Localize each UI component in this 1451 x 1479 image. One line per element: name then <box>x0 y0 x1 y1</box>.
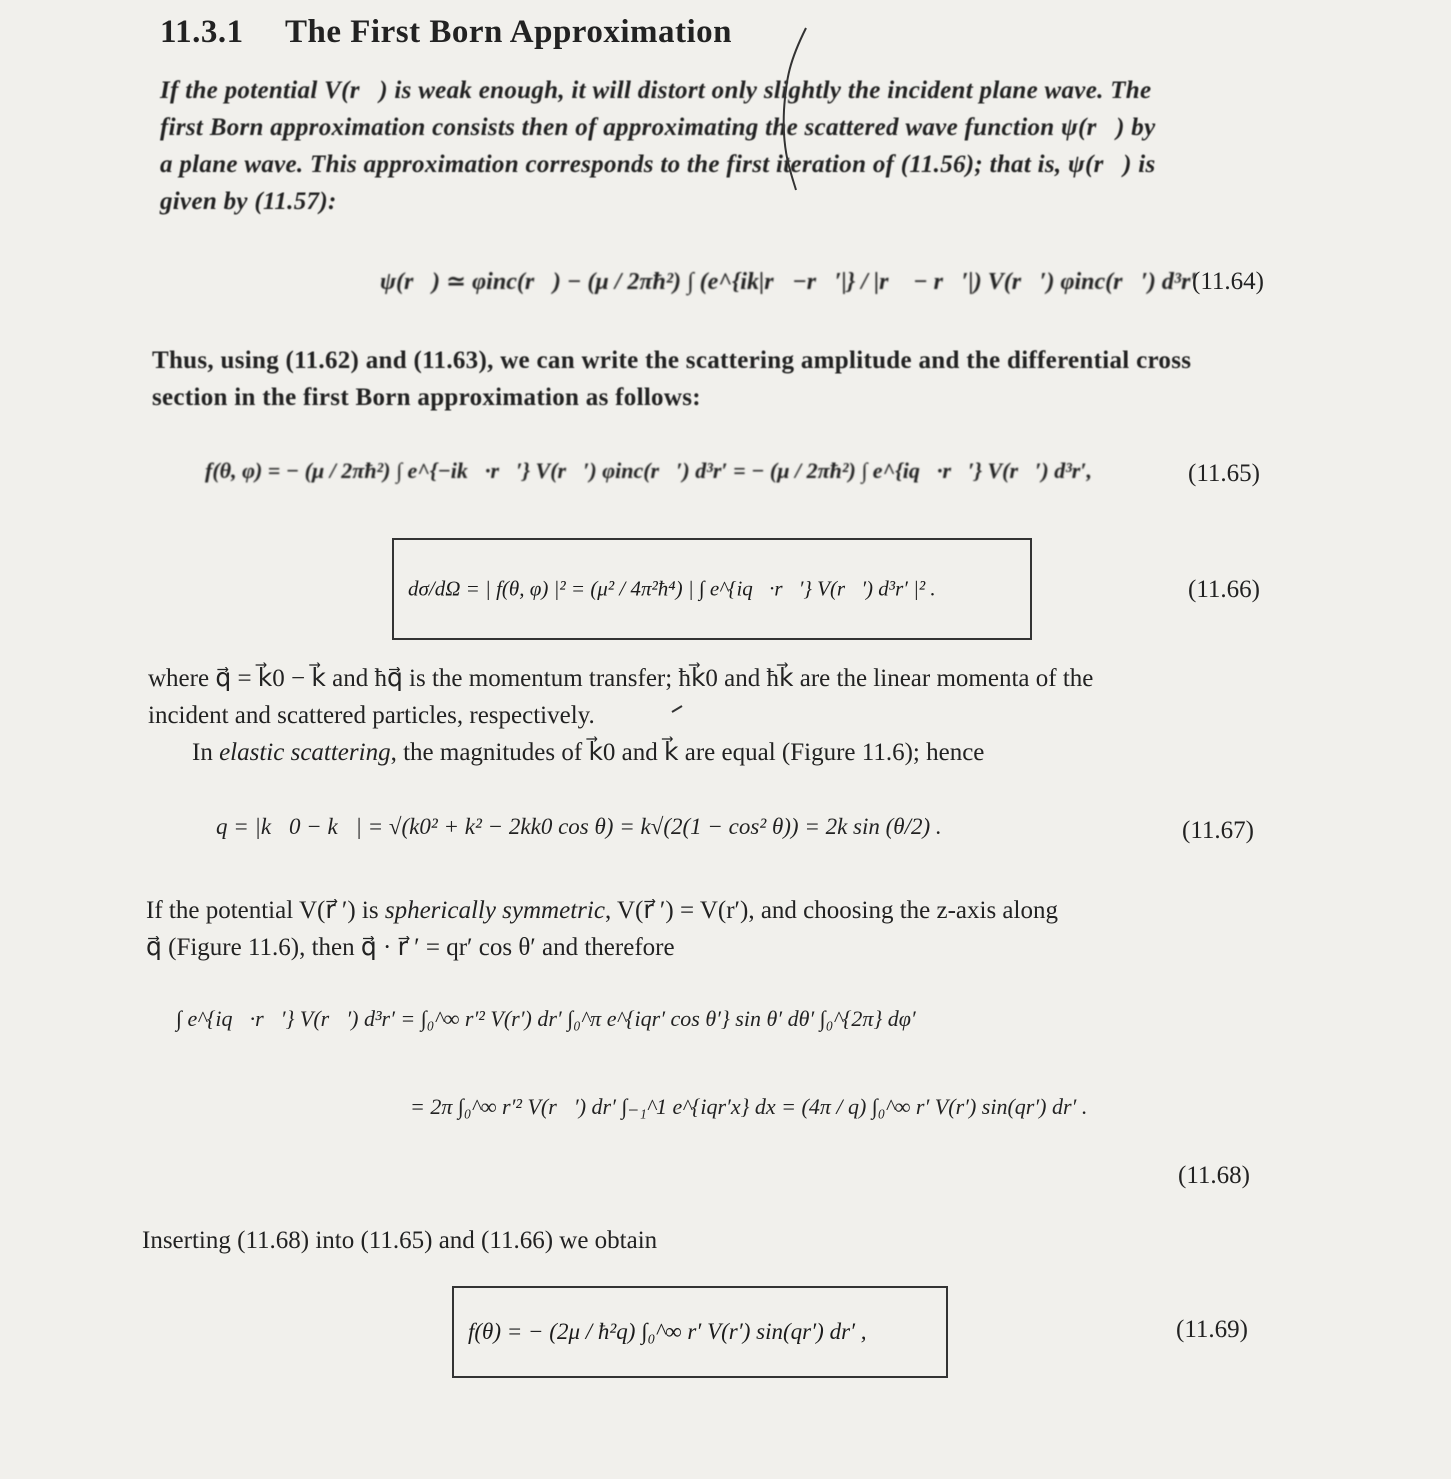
equation-11-64: ψ(r⃗) ≃ φinc(r⃗) − (μ / 2πħ²) ∫ (e^{ik|r⃗−r⃗′|} / |r⃗ − r⃗′|) V(r⃗′) φinc(r⃗′) d³r′ <box>380 269 1198 295</box>
equation-number-11-69: (11.69) <box>1176 1316 1248 1343</box>
equation-11-68-line-2: = 2π ∫₀^∞ r′² V(r⃗′) dr′ ∫₋₁^1 e^{iqr′x} dx = (4π / q) ∫₀^∞ r′ V(r′) sin(qr′) dr′ . <box>410 1094 1088 1119</box>
where-paragraph <box>148 660 1093 771</box>
section-title: The First Born Approximation <box>285 14 733 50</box>
intro-line: first Born approximation consists then of approximating the scattered wave function ψ(r⃗) by <box>160 114 1156 141</box>
spherical-rest: , V(r⃗ ′) = V(r′), and choosing the z-axis along <box>604 897 1058 924</box>
intro-paragraph <box>160 72 1156 220</box>
spherical-line: q⃗ (Figure 11.6), then q⃗ · r⃗ ′ = qr′ cos θ′ and therefore <box>146 934 675 961</box>
spherical-line <box>146 892 1058 929</box>
elastic-line <box>148 734 1093 771</box>
elastic-term: elastic scattering <box>219 739 391 766</box>
spherical-paragraph <box>146 892 1058 966</box>
where-line: incident and scattered particles, respectively. <box>148 702 595 729</box>
boxed-equation-11-66 <box>392 538 1032 640</box>
spherical-prefix: If the potential V(r⃗ ′) is <box>146 897 385 924</box>
thus-line: Thus, using (11.62) and (11.63), we can write the scattering amplitude and the differential cross <box>152 347 1192 374</box>
elastic-prefix: In <box>192 739 220 766</box>
equation-11-69: f(θ) = − (2μ / ħ²q) ∫₀^∞ r′ V(r′) sin(qr′) dr′ , <box>468 1319 867 1344</box>
equation-11-65: f(θ, φ) = − (μ / 2πħ²) ∫ e^{−ik⃗·r⃗′} V(r⃗′) φinc(r⃗′) d³r′ = − (μ / 2πħ²) ∫ e^{iq⃗·r⃗′} V(r⃗′) d³r′, <box>205 458 1093 483</box>
equation-11-68-line-1: ∫ e^{iq⃗·r⃗′} V(r⃗′) d³r′ = ∫₀^∞ r′² V(r′) dr′ ∫₀^π e^{iqr′ cos θ′} sin θ′ dθ′ ∫₀^{2π} dφ′ <box>176 1006 916 1031</box>
section-heading <box>160 14 732 51</box>
where-line: where q⃗ = k⃗0 − k⃗ and ħq⃗ is the momentum transfer; ħk⃗0 and ħk⃗ are the linear momenta of the <box>148 665 1094 692</box>
elastic-rest: , the magnitudes of k⃗0 and k⃗ are equal (Figure 11.6); hence <box>390 739 985 766</box>
inserting-line: Inserting (11.68) into (11.65) and (11.66) we obtain <box>142 1227 658 1254</box>
equation-number-11-67: (11.67) <box>1182 817 1254 844</box>
equation-number-11-65: (11.65) <box>1188 460 1260 487</box>
intro-line: given by (11.57): <box>160 188 337 215</box>
thus-paragraph <box>152 342 1191 416</box>
equation-11-67: q = |k⃗0 − k⃗| = √(k0² + k² − 2kk0 cos θ) = k√(2(1 − cos² θ)) = 2k sin (θ/2) . <box>216 814 942 839</box>
intro-line: If the potential V(r⃗) is weak enough, it will distort only slightly the incident plane wave. The <box>160 77 1152 104</box>
equation-number-11-66: (11.66) <box>1188 576 1260 603</box>
intro-line: a plane wave. This approximation corresponds to the first iteration of (11.56); that is, ψ(r⃗) is <box>160 151 1156 178</box>
thus-line: section in the first Born approximation as follows: <box>152 384 701 411</box>
equation-number-11-68: (11.68) <box>1178 1162 1250 1189</box>
spherical-term: spherically symmetric <box>384 897 605 924</box>
inserting-paragraph <box>142 1222 657 1259</box>
boxed-equation-11-69 <box>452 1286 948 1378</box>
section-number: 11.3.1 <box>160 14 244 50</box>
equation-11-66: dσ/dΩ = | f(θ, φ) |² = (μ² / 4π²ħ⁴) | ∫ e^{iq⃗·r⃗′} V(r⃗′) d³r′ |² . <box>408 576 936 601</box>
equation-number-11-64: (11.64) <box>1192 268 1264 295</box>
